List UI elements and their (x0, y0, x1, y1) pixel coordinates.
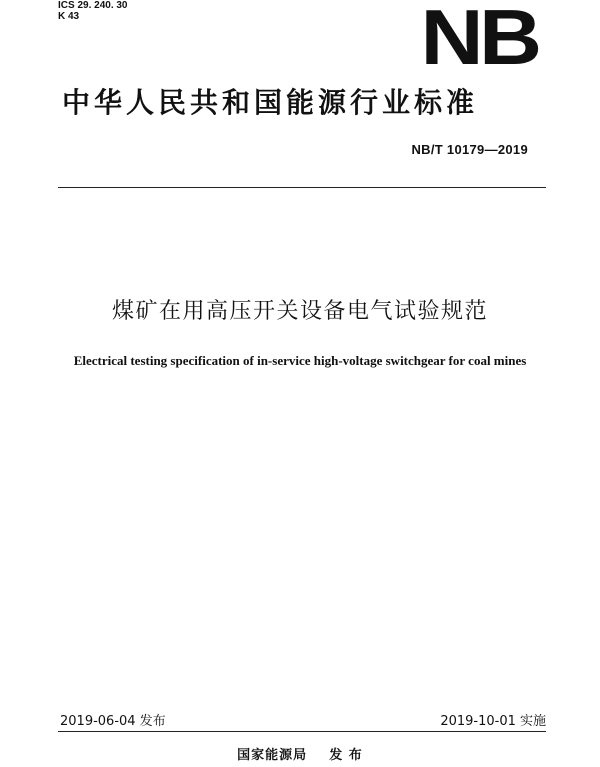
bottom-divider (58, 731, 546, 732)
top-divider (58, 187, 546, 188)
issuing-authority: 国家能源局 发 布 (237, 748, 363, 763)
nb-logo: NB (420, 0, 538, 81)
implementation-date: 2019-10-01 实施 (440, 714, 546, 729)
standard-number: NB/T 10179—2019 (411, 142, 528, 157)
document-title-english: Electrical testing specification of in-service high-voltage switchgear for coal mines (73, 353, 527, 368)
classification-code: K 43 (58, 11, 80, 22)
agency-title: 中华人民共和国能源行业标准 (62, 86, 479, 119)
document-title-chinese: 煤矿在用高压开关设备电气试验规范 (111, 299, 488, 324)
ics-code: ICS 29. 240. 30 (58, 0, 128, 11)
issue-date: 2019-06-04 发布 (60, 714, 166, 729)
